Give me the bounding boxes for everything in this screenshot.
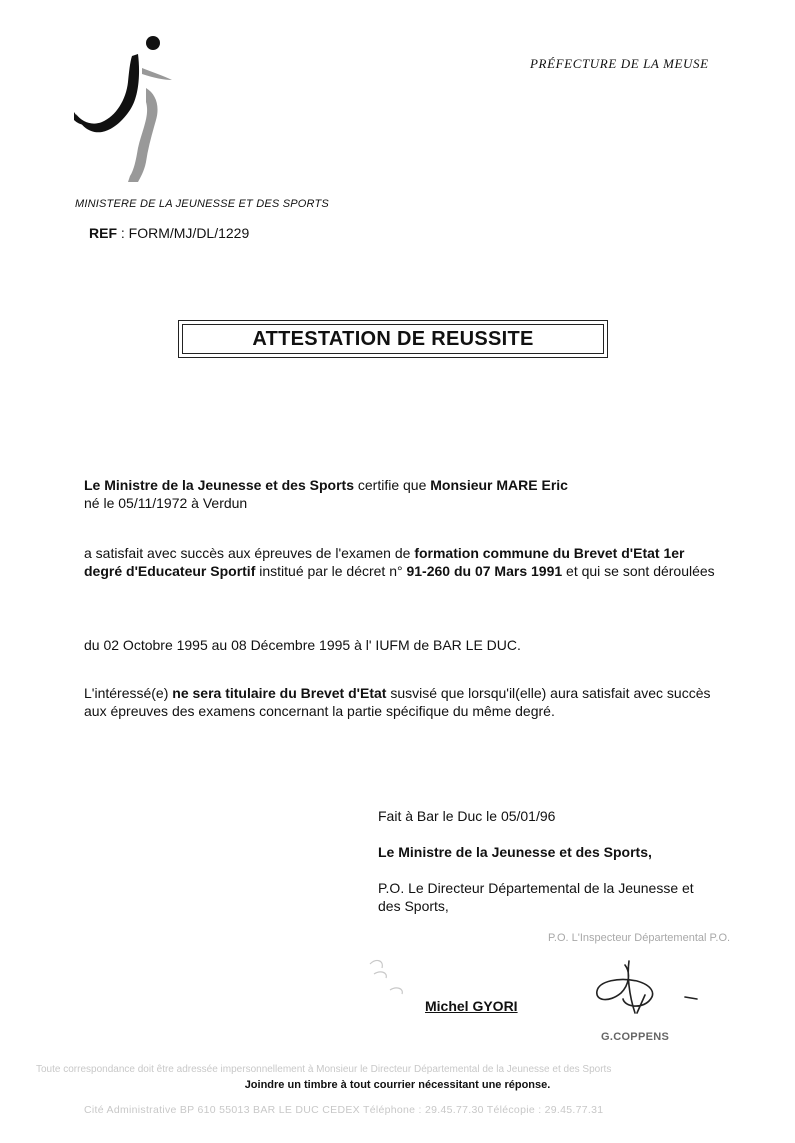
- po-line: P.O. Le Directeur Départemental de la Jeunesse et des Sports,: [378, 880, 694, 914]
- footer-address: Cité Administrative BP 610 55013 BAR LE DUC CEDEX Téléphone : 29.45.77.30 Télécopie : 29.45.77.31: [84, 1104, 604, 1116]
- ministry-logo: [68, 30, 188, 200]
- ref-value: : FORM/MJ/DL/1229: [120, 225, 250, 241]
- exam-text-a: a satisfait avec succès aux épreuves de l'examen de: [84, 545, 415, 561]
- certifie-text: certifie que: [354, 477, 431, 493]
- birth-info: né le 05/11/1972 à Verdun: [84, 495, 248, 511]
- document-title: ATTESTATION DE REUSSITE: [252, 327, 534, 350]
- issuer: Le Ministre de la Jeunesse et des Sports: [84, 477, 354, 493]
- signer-name: Michel GYORI: [425, 998, 518, 1014]
- prefecture-name: PRÉFECTURE DE LA MEUSE: [530, 56, 709, 71]
- title-inner-frame: [182, 324, 604, 354]
- title-frame: [178, 320, 608, 358]
- faded-stamp-mark: [360, 950, 430, 1005]
- second-signer-name: G.COPPENS: [601, 1031, 670, 1043]
- condition-emphasis: ne sera titulaire du Brevet d'Etat: [172, 685, 387, 701]
- paragraph-exam: [84, 544, 724, 580]
- exam-text-c: institué par le décret n°: [255, 563, 407, 579]
- condition-text-a: L'intéressé(e): [84, 685, 173, 701]
- ref-label: REF: [89, 225, 117, 241]
- candidate-name: Monsieur MARE Eric: [430, 477, 568, 493]
- reference: [89, 225, 249, 241]
- condition-text-c: susvisé que lorsqu'il(elle) aura satisfait avec succès aux épreuves des examens concernant la partie spécifique du même degré.: [84, 685, 711, 719]
- paragraph-dates: du 02 Octobre 1995 au 08 Décembre 1995 à l' IUFM de BAR LE DUC.: [84, 637, 521, 653]
- decree-ref: 91-260 du 07 Mars 1991: [406, 563, 563, 579]
- handwritten-signature: [585, 955, 705, 1025]
- ministry-name: MINISTERE DE LA JEUNESSE ET DES SPORTS: [75, 198, 329, 210]
- paragraph-condition: [84, 684, 724, 720]
- signer-title: Le Ministre de la Jeunesse et des Sports,: [378, 844, 652, 860]
- exam-text-e: et qui se sont déroulées: [562, 563, 715, 579]
- footer-stamp-note: Joindre un timbre à tout courrier nécessitant une réponse.: [244, 1079, 551, 1091]
- exam-name: formation commune du Brevet d'Etat 1er degré d'Educateur Sportif: [84, 545, 685, 579]
- faded-stamp-label: P.O. L'Inspecteur Départemental P.O.: [548, 932, 731, 944]
- footer-correspondence: Toute correspondance doit être adressée impersonnellement à Monsieur le Directeur Départemental de la Jeunesse et des Sports: [36, 1064, 612, 1075]
- paragraph-certification: [84, 476, 704, 512]
- place-date: Fait à Bar le Duc le 05/01/96: [378, 808, 556, 824]
